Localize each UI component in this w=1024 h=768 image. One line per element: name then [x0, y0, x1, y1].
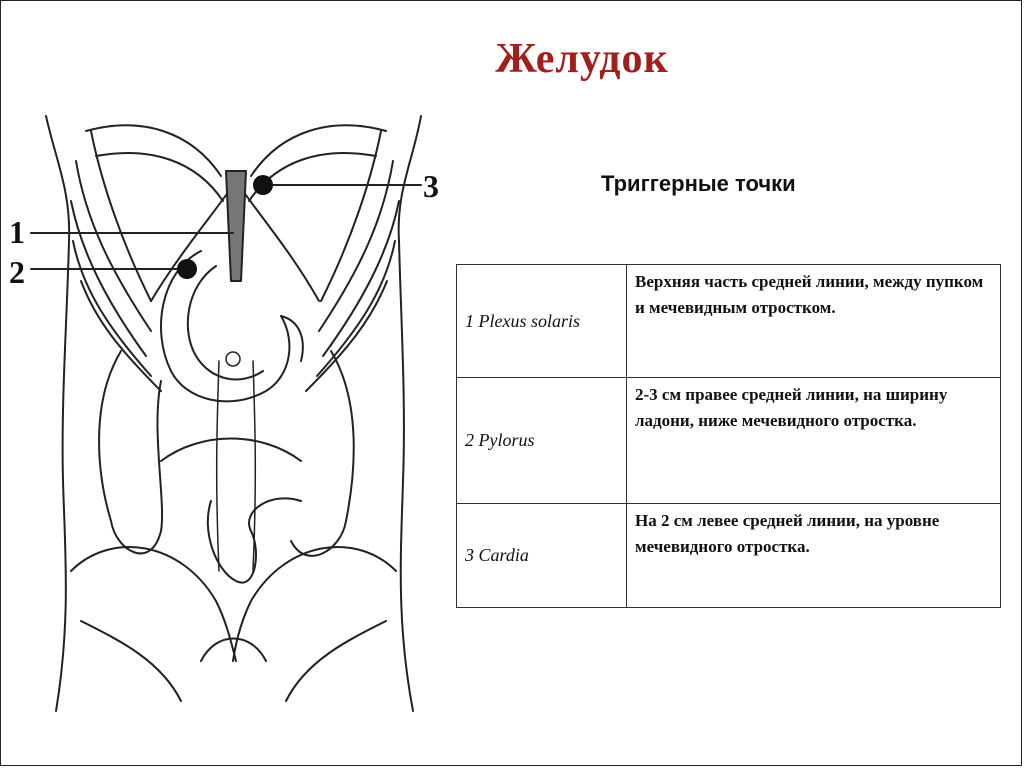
- torso-outline-right: [399, 116, 421, 711]
- marker-label-3: 3: [423, 168, 439, 204]
- table-row: [457, 265, 1001, 378]
- trigger-point-description: 2-3 см правее средней линии, на ширину ладони, ниже мечевидного отростка.: [627, 378, 1001, 504]
- trigger-point-3: [253, 175, 273, 195]
- trigger-points-table: [456, 264, 1001, 608]
- slide-title: Желудок: [495, 36, 669, 82]
- pelvis: [71, 547, 236, 661]
- trigger-point-description: На 2 см левее средней линии, на уровне мечевидного отростка.: [627, 504, 1001, 608]
- trigger-point-name: 2 Pylorus: [457, 378, 627, 504]
- trigger-point-2: [177, 259, 197, 279]
- torso-outline-left: [46, 116, 69, 711]
- marker-label-2: 2: [9, 254, 25, 290]
- table-row: [457, 504, 1001, 608]
- slide-subtitle: Триггерные точки: [601, 171, 796, 196]
- spine: [217, 361, 256, 571]
- trigger-point-description: Верхняя часть средней линии, между пупком и мечевидным отростком.: [627, 265, 1001, 378]
- marker-label-1: 1: [9, 214, 25, 250]
- torso-illustration: [1, 101, 451, 721]
- sternum: [226, 171, 246, 281]
- table-row: [457, 378, 1001, 504]
- sigmoid: [208, 498, 301, 582]
- trigger-point-name: 1 Plexus solaris: [457, 265, 627, 378]
- trigger-point-name: 3 Cardia: [457, 504, 627, 608]
